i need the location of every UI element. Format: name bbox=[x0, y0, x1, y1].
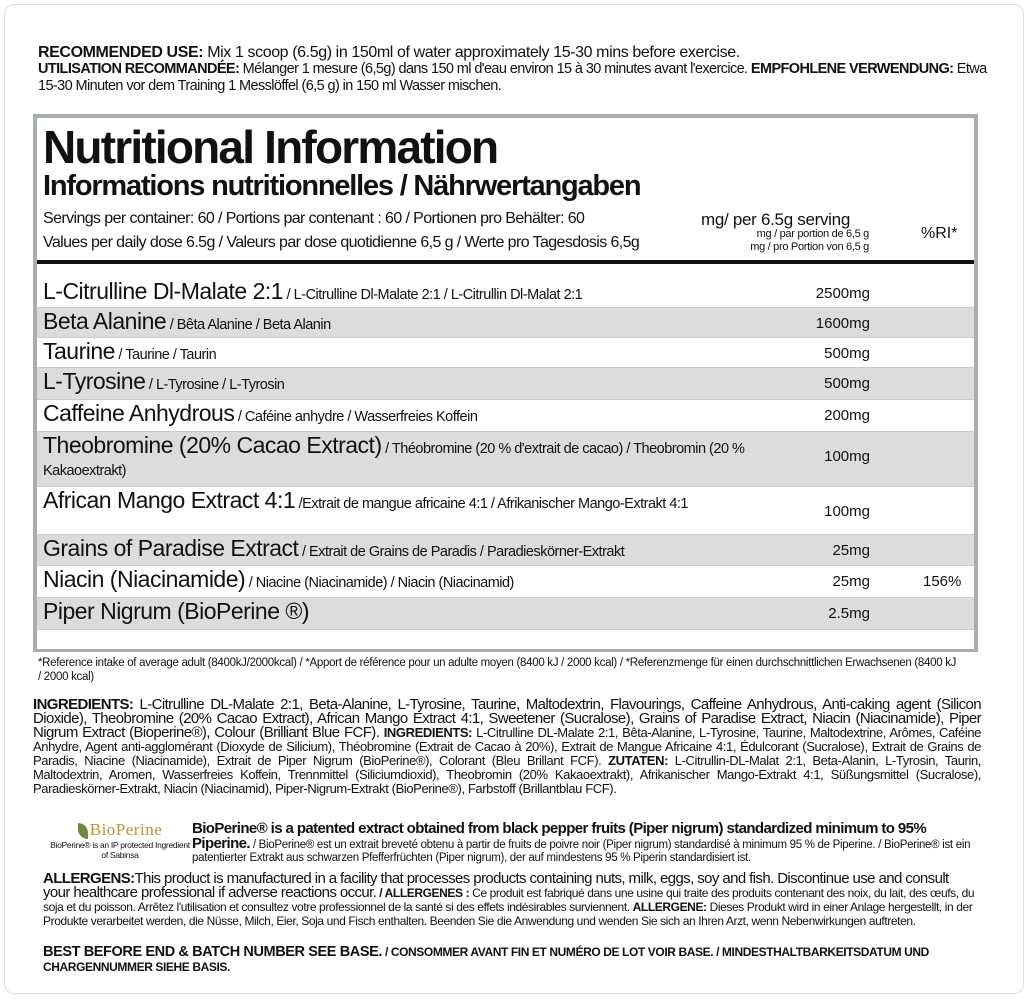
nutrient-name bbox=[43, 489, 763, 515]
nutrient-name bbox=[43, 537, 763, 563]
ingredients-fr-label: INGREDIENTS: bbox=[383, 725, 473, 740]
nutrient-name-en: Niacin (Niacinamide) bbox=[43, 566, 246, 592]
nutrient-row bbox=[37, 278, 974, 308]
servings-text: Servings per container: 60 / Portions par contenant : 60 / Portionen pro Behälter: 60 bbox=[43, 210, 585, 227]
nutrient-name-translations: /Extrait de mangue africaine 4:1 / Afrikanischer Mango-Extrakt 4:1 bbox=[295, 496, 688, 512]
nutrition-panel bbox=[33, 114, 978, 652]
nutrient-value: 500mg bbox=[824, 375, 870, 392]
allergens bbox=[43, 872, 978, 928]
ingredients-en-label: INGREDIENTS: bbox=[33, 696, 134, 713]
nutrient-row bbox=[37, 308, 974, 338]
rec-use-en-label: RECOMMENDED USE: bbox=[38, 44, 204, 61]
bioperine-caption: BioPerine® is an IP protected Ingredient of Sabinsa bbox=[50, 840, 190, 860]
values-per-text: Values per daily dose 6.5g / Valeurs par dose quotidienne 6,5 g / Werte pro Tagesdosis 6,5g bbox=[43, 234, 640, 251]
leaf-icon bbox=[78, 823, 88, 839]
recommended-use bbox=[38, 44, 998, 95]
allergens-fr-label: / ALLERGENES : bbox=[376, 886, 470, 900]
nutrient-name-translations: / Extrait de Grains de Paradis / Paradieskörner-Extrakt bbox=[298, 544, 625, 560]
nutrient-value: 25mg bbox=[832, 542, 870, 559]
nutrient-name-translations: / Théobromine (20 % d'extrait de cacao) / Theobromin (20 % Kakaoextrakt) bbox=[43, 441, 745, 479]
bioperine-logo-text: BioPerine bbox=[89, 820, 163, 839]
panel-subtitle: Informations nutritionnelles / Nährwertangaben bbox=[43, 170, 641, 202]
nutrient-name bbox=[43, 600, 763, 626]
rec-use-de-text: Etwa 15-30 Minuten vor dem Training 1 Messlöffel (6,5 g) in 150 ml Wasser mischen. bbox=[38, 61, 987, 94]
nutrient-value: 200mg bbox=[824, 407, 870, 424]
bioperine-statement bbox=[192, 822, 987, 865]
nutrient-value: 2.5mg bbox=[828, 605, 870, 622]
nutrient-name bbox=[43, 280, 763, 306]
nutrient-name-en: Grains of Paradise Extract bbox=[43, 535, 299, 561]
allergens-fr-text: Ce produit est fabriqué dans une usine qui traite des produits contenant des noix, du lait, des œufs, du soja et du poisson. Arrêtez l'utilisation et consultez votre professionnel de la santé si des effets indésirables surviennent. bbox=[43, 886, 975, 914]
nutrient-name-translations: / Niacine (Niacinamide) / Niacin (Niacinamid) bbox=[245, 575, 514, 591]
nutrient-name bbox=[43, 402, 763, 428]
nutrient-name-translations: / Bêta Alanine / Beta Alanin bbox=[166, 317, 331, 333]
nutrient-name-en: Beta Alanine bbox=[43, 308, 167, 334]
nutrient-name-translations: / Taurine / Taurin bbox=[114, 347, 217, 363]
nutrient-name-en: Caffeine Anhydrous bbox=[43, 400, 235, 426]
nutrient-row bbox=[37, 400, 974, 432]
rec-use-fr-text: Mélanger 1 mesure (6,5g) dans 150 ml d'eau environ 15 à 30 minutes avant l'exercice. bbox=[239, 61, 751, 77]
nutrient-name bbox=[43, 310, 763, 336]
nutrient-name-translations: / Caféine anhydre / Wasserfreies Koffein bbox=[234, 409, 478, 425]
allergens-en-text: This product is manufactured in a facility that processes products containing nuts, milk, eggs, soy and fish. Discontinue use and consult your healthcare professional if adverse reactions occur. bbox=[43, 870, 949, 901]
allergens-de-label: ALLERGENE: bbox=[632, 900, 707, 914]
nutrient-table bbox=[37, 278, 974, 630]
header-rule bbox=[37, 260, 974, 264]
best-before bbox=[43, 944, 983, 974]
nutrient-row bbox=[37, 368, 974, 400]
nutrient-row bbox=[37, 535, 974, 566]
nutrient-name-en: Piper Nigrum (BioPerine ®) bbox=[43, 598, 309, 624]
ri-header: %RI* bbox=[921, 225, 958, 242]
nutrient-name-en: L-Citrulline Dl-Malate 2:1 bbox=[43, 278, 284, 304]
nutrient-name-translations: / L-Tyrosine / L-Tyrosin bbox=[145, 377, 285, 393]
nutrient-name-en: Theobromine (20% Cacao Extract) bbox=[43, 432, 382, 458]
mg-header-de: mg / pro Portion von 6,5 g bbox=[750, 241, 869, 253]
best-before-rest: / CONSOMMER AVANT FIN ET NUMÉRO DE LOT VOIR BASE. / MINDESTHALTBARKEITSDATUM UND CHARGENNUMMER SIEHE BASIS. bbox=[43, 945, 929, 974]
nutrient-name bbox=[43, 340, 763, 366]
nutrient-name bbox=[43, 568, 763, 594]
nutrient-row bbox=[37, 566, 974, 598]
mg-header-fr: mg / par portion de 6,5 g bbox=[756, 228, 869, 240]
mg-header-en: mg/ per 6.5g serving bbox=[701, 210, 850, 229]
nutrient-name-en: L-Tyrosine bbox=[43, 368, 146, 394]
nutrient-value: 100mg bbox=[824, 503, 870, 520]
ingredients-en-text: L-Citrulline DL-Malate 2:1, Beta-Alanine, L-Tyrosine, Taurine, Maltodextrin, Flavourings, Caffeine Anhydrous, Anti-caking agent (Silicon Dioxide), Theobromine (20% Cacao Extract), African Mango Extract 4:1, Sweetener (Sucralose), Grains of Paradise Extract, Niacin (Niacinamide), Piper Nigrum Extract (Bioperine®), Colour (Brilliant Blue FCF). bbox=[33, 696, 981, 741]
ingredients-de-label: ZUTATEN: bbox=[608, 753, 668, 768]
rec-use-en-text: Mix 1 scoop (6.5g) in 150ml of water approximately 15-30 mins before exercise. bbox=[203, 44, 740, 61]
nutrient-value: 2500mg bbox=[815, 285, 870, 302]
nutrient-row bbox=[37, 338, 974, 368]
panel-title: Nutritional Information bbox=[43, 121, 498, 173]
bioperine-en: BioPerine® is a patented extract obtained from black pepper fruits (Piper nigrum) standardized minimum to 95% Piperine. bbox=[192, 820, 927, 852]
bioperine-fr-de: / BioPerine® est un extrait breveté obtenu à partir de fruits de poivre noir (Piper nigrum) standardisé à minimum 95 % de Piperine. / BioPerine® ist ein patentierter Extrakt aus schwarzen Pfefferfrüchten (Piper nigrum), der auf mindestens 95 % Piperin standardisiert ist. bbox=[192, 839, 971, 864]
nutrient-name-en: African Mango Extract 4:1 bbox=[43, 487, 296, 513]
nutrient-name-translations: / L-Citrulline Dl-Malate 2:1 / L-Citrullin Dl-Malat 2:1 bbox=[283, 287, 583, 303]
ingredients-fr-text: L-Citrulline DL-Malate 2:1, Bêta-Alanine, L-Tyrosine, Taurine, Maltodextrine, Arômes, Caféine Anhydre, Agent anti-agglomérant (Dioxyde de Silicium), Théobromine (Extrait de Cacao à 20%), Extrait de Mangue Africaine 4:1, Édulcorant (Sucralose), Extrait de Grains de Paradis, Niacine (Niacinamide), Extrait de Piper Nigrum (BioPerine®), Colorant (Bleu Brillant FCF). bbox=[33, 725, 981, 768]
best-before-en: BEST BEFORE END & BATCH NUMBER SEE BASE. bbox=[43, 944, 383, 960]
nutrient-value: 25mg bbox=[832, 573, 870, 590]
bioperine-logo bbox=[50, 820, 190, 860]
nutrient-row bbox=[37, 432, 974, 487]
ingredients bbox=[33, 698, 981, 796]
allergens-en-label: ALLERGENS: bbox=[43, 870, 135, 887]
nutrient-name bbox=[43, 370, 763, 396]
nutrient-value: 500mg bbox=[824, 345, 870, 362]
nutrient-ri: 156% bbox=[923, 573, 962, 590]
allergens-de-text: Dieses Produkt wird in einer Anlage hergestellt, in der Produkte verarbeitet werden, die Nüsse, Milch, Eier, Soja und Fisch enthalten. Beenden Sie die Anwendung und wenden Sie sich an Ihren Arzt, wenn Nebenwirkungen auftreten. bbox=[43, 900, 973, 928]
nutrient-value: 100mg bbox=[824, 448, 870, 465]
nutrient-name bbox=[43, 434, 763, 482]
nutrient-row bbox=[37, 598, 974, 630]
reference-note: *Reference intake of average adult (8400kJ/2000kcal) / *Apport de référence pour un adulte moyen (8400 kJ / 2000 kcal) / *Referenzmenge für einen durchschnittlichen Erwachsenen (8400 kJ / 2000 kcal) bbox=[38, 657, 957, 683]
nutrient-value: 1600mg bbox=[815, 315, 870, 332]
ingredients-de-text: L-Citrullin-DL-Malat 2:1, Beta-Alanin, L-Tyrosin, Taurin, Maltodextrin, Aromen, Wasserfreies Koffein, Trennmittel (Siliciumdioxid), Theobromin (20% Kakaoextrakt), Afrikanischer Mango-Extrakt 4:1, Süßungsmittel (Sucralose), Paradieskörner-Extrakt, Niacin (Niacinamid), Piper-Nigrum-Extrakt (BioPerine®), Farbstoff (Brillantblau FCF). bbox=[33, 753, 981, 796]
nutrient-name-en: Taurine bbox=[43, 338, 115, 364]
rec-use-de-label: EMPFOHLENE VERWENDUNG: bbox=[750, 61, 954, 77]
rec-use-fr-label: UTILISATION RECOMMANDÉE: bbox=[38, 61, 240, 77]
nutrient-row bbox=[37, 487, 974, 535]
